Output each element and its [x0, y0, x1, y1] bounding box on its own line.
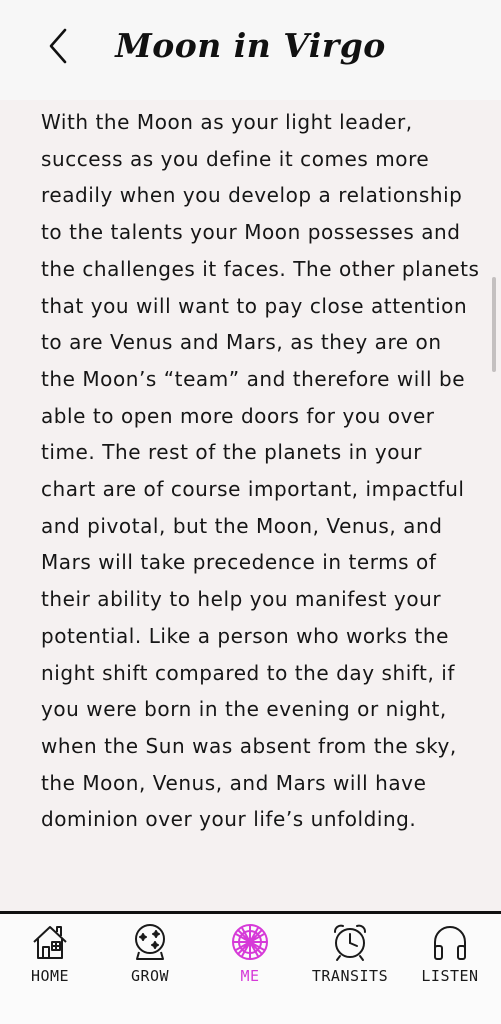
nav-label-grow: GROW: [130, 967, 170, 985]
scrollbar[interactable]: [492, 277, 496, 372]
nav-item-grow[interactable]: [100, 914, 200, 994]
body-text: With the Moon as your light leader, success as you define it comes more readily when you develop a relationship to the talents your Moon possesses and the challenges it faces. The other planets that you will want to pay close attention to are Venus and Mars, as they are on the Moon’s “team” and therefore will be able to open more doors for you over time. The rest of the planets in your chart are of course important, impactful and pivotal, but the Moon, Venus, and Mars will take precedence in terms of their ability to help you manifest your potential. Like a person who works the night shift compared to the day shift, if you were born in the evening or night, when the Sun was absent from the sky, the Moon, Venus, and Mars will have dominion over your life’s unfolding.: [41, 110, 480, 832]
headphones-icon: [430, 922, 470, 962]
crystal-ball-icon: [130, 922, 170, 962]
nav-item-home[interactable]: [0, 914, 100, 994]
house-icon: [30, 922, 70, 962]
reading-content[interactable]: [0, 100, 501, 912]
top-bar: [0, 0, 501, 100]
nav-label-transits: TRANSITS: [311, 967, 389, 985]
alarm-clock-icon: [330, 922, 370, 962]
nav-label-me: ME: [240, 967, 260, 985]
page-title: Moon in Virgo: [115, 26, 386, 65]
nav-label-listen: LISTEN: [421, 967, 479, 985]
nav-item-transits[interactable]: [300, 914, 400, 994]
wheel-icon: [230, 922, 270, 962]
nav-label-home: HOME: [30, 967, 70, 985]
bottom-nav: [0, 914, 501, 1024]
nav-item-me[interactable]: [200, 914, 300, 994]
nav-item-listen[interactable]: [400, 914, 500, 994]
